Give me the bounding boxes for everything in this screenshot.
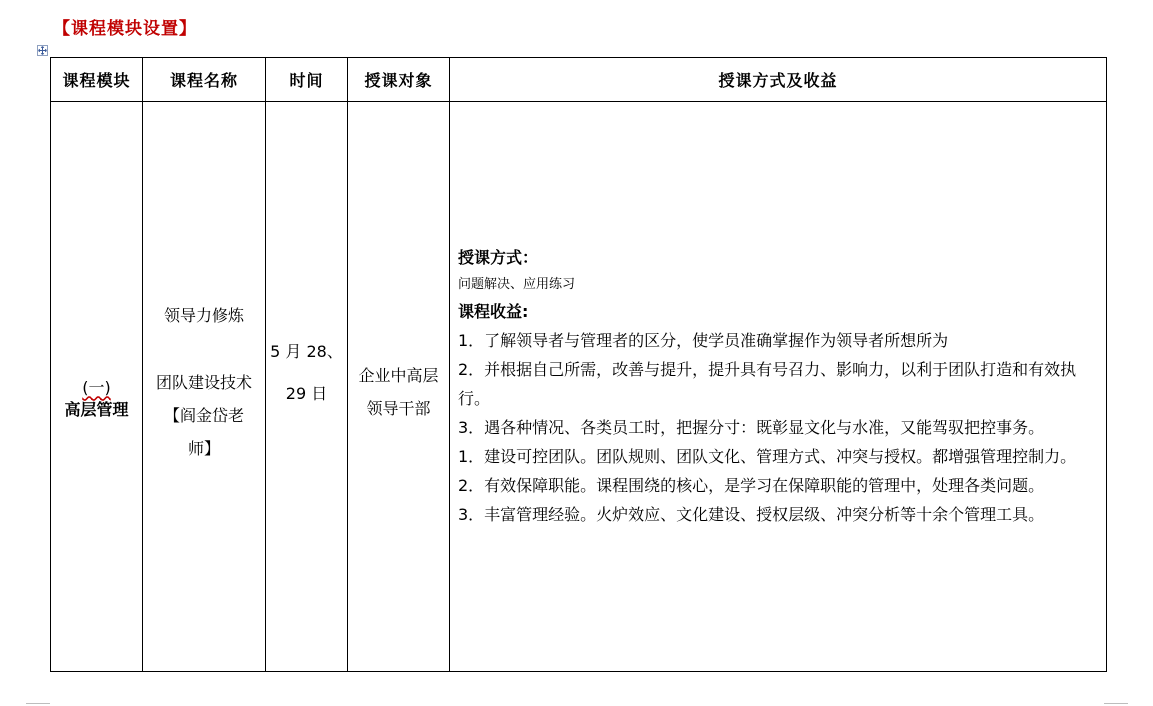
course-name-line: 【阎金岱老 bbox=[163, 405, 244, 425]
target-line: 企业中高层 bbox=[358, 365, 439, 385]
header-time: 时间 bbox=[266, 58, 348, 102]
module-number: (一) bbox=[82, 377, 111, 397]
benefit-item: 2．有效保障职能。课程围绕的核心，是学习在保障职能的管理中，处理各类问题。 bbox=[458, 475, 1045, 495]
course-name-line: 团队建设技术 bbox=[155, 372, 252, 392]
table-header-row bbox=[51, 58, 1107, 102]
header-course-module: 课程模块 bbox=[51, 58, 143, 102]
method-text: 问题解决、应用练习 bbox=[458, 276, 576, 292]
method-heading: 授课方式： bbox=[458, 247, 539, 267]
cell-method-and-benefits bbox=[450, 102, 1107, 672]
cell-target-audience bbox=[348, 102, 450, 672]
benefit-item: 3．丰富管理经验。火炉效应、文化建设、授权层级、冲突分析等十余个管理工具。 bbox=[458, 504, 1045, 524]
course-name-line: 领导力修炼 bbox=[163, 305, 244, 325]
time-line: 29 日 bbox=[285, 383, 328, 403]
target-line: 领导干部 bbox=[366, 398, 431, 418]
move-cross-icon[interactable] bbox=[37, 45, 48, 56]
table-row bbox=[51, 102, 1107, 672]
benefit-item: 3．遇各种情况、各类员工时，把握分寸：既彰显文化与水准，又能驾驭把控事务。 bbox=[458, 417, 1045, 437]
benefit-item: 1．了解领导者与管理者的区分，使学员准确掌握作为领导者所想所为 bbox=[458, 330, 949, 350]
benefit-item: 2．并根据自己所需，改善与提升，提升具有号召力、影响力，以利于团队打造和有效执行。 bbox=[458, 359, 1077, 408]
module-name: 高层管理 bbox=[64, 399, 129, 419]
cell-course-name bbox=[143, 102, 266, 672]
header-target-audience: 授课对象 bbox=[348, 58, 450, 102]
page-margin-mark-right bbox=[1104, 703, 1128, 704]
time-line: 5 月 28、 bbox=[270, 341, 343, 361]
benefit-heading: 课程收益: bbox=[458, 301, 529, 321]
page-margin-mark-left bbox=[26, 703, 50, 704]
benefit-item: 1．建设可控团队。团队规则、团队文化、管理方式、冲突与授权。都增强管理控制力。 bbox=[458, 446, 1077, 466]
section-title: 【课程模块设置】 bbox=[53, 19, 197, 39]
course-name-line: 师】 bbox=[187, 438, 220, 458]
header-course-name: 课程名称 bbox=[143, 58, 266, 102]
course-module-table bbox=[50, 57, 1107, 672]
header-method-and-benefits: 授课方式及收益 bbox=[450, 58, 1107, 102]
cell-course-module bbox=[51, 102, 143, 672]
cell-time bbox=[266, 102, 348, 672]
